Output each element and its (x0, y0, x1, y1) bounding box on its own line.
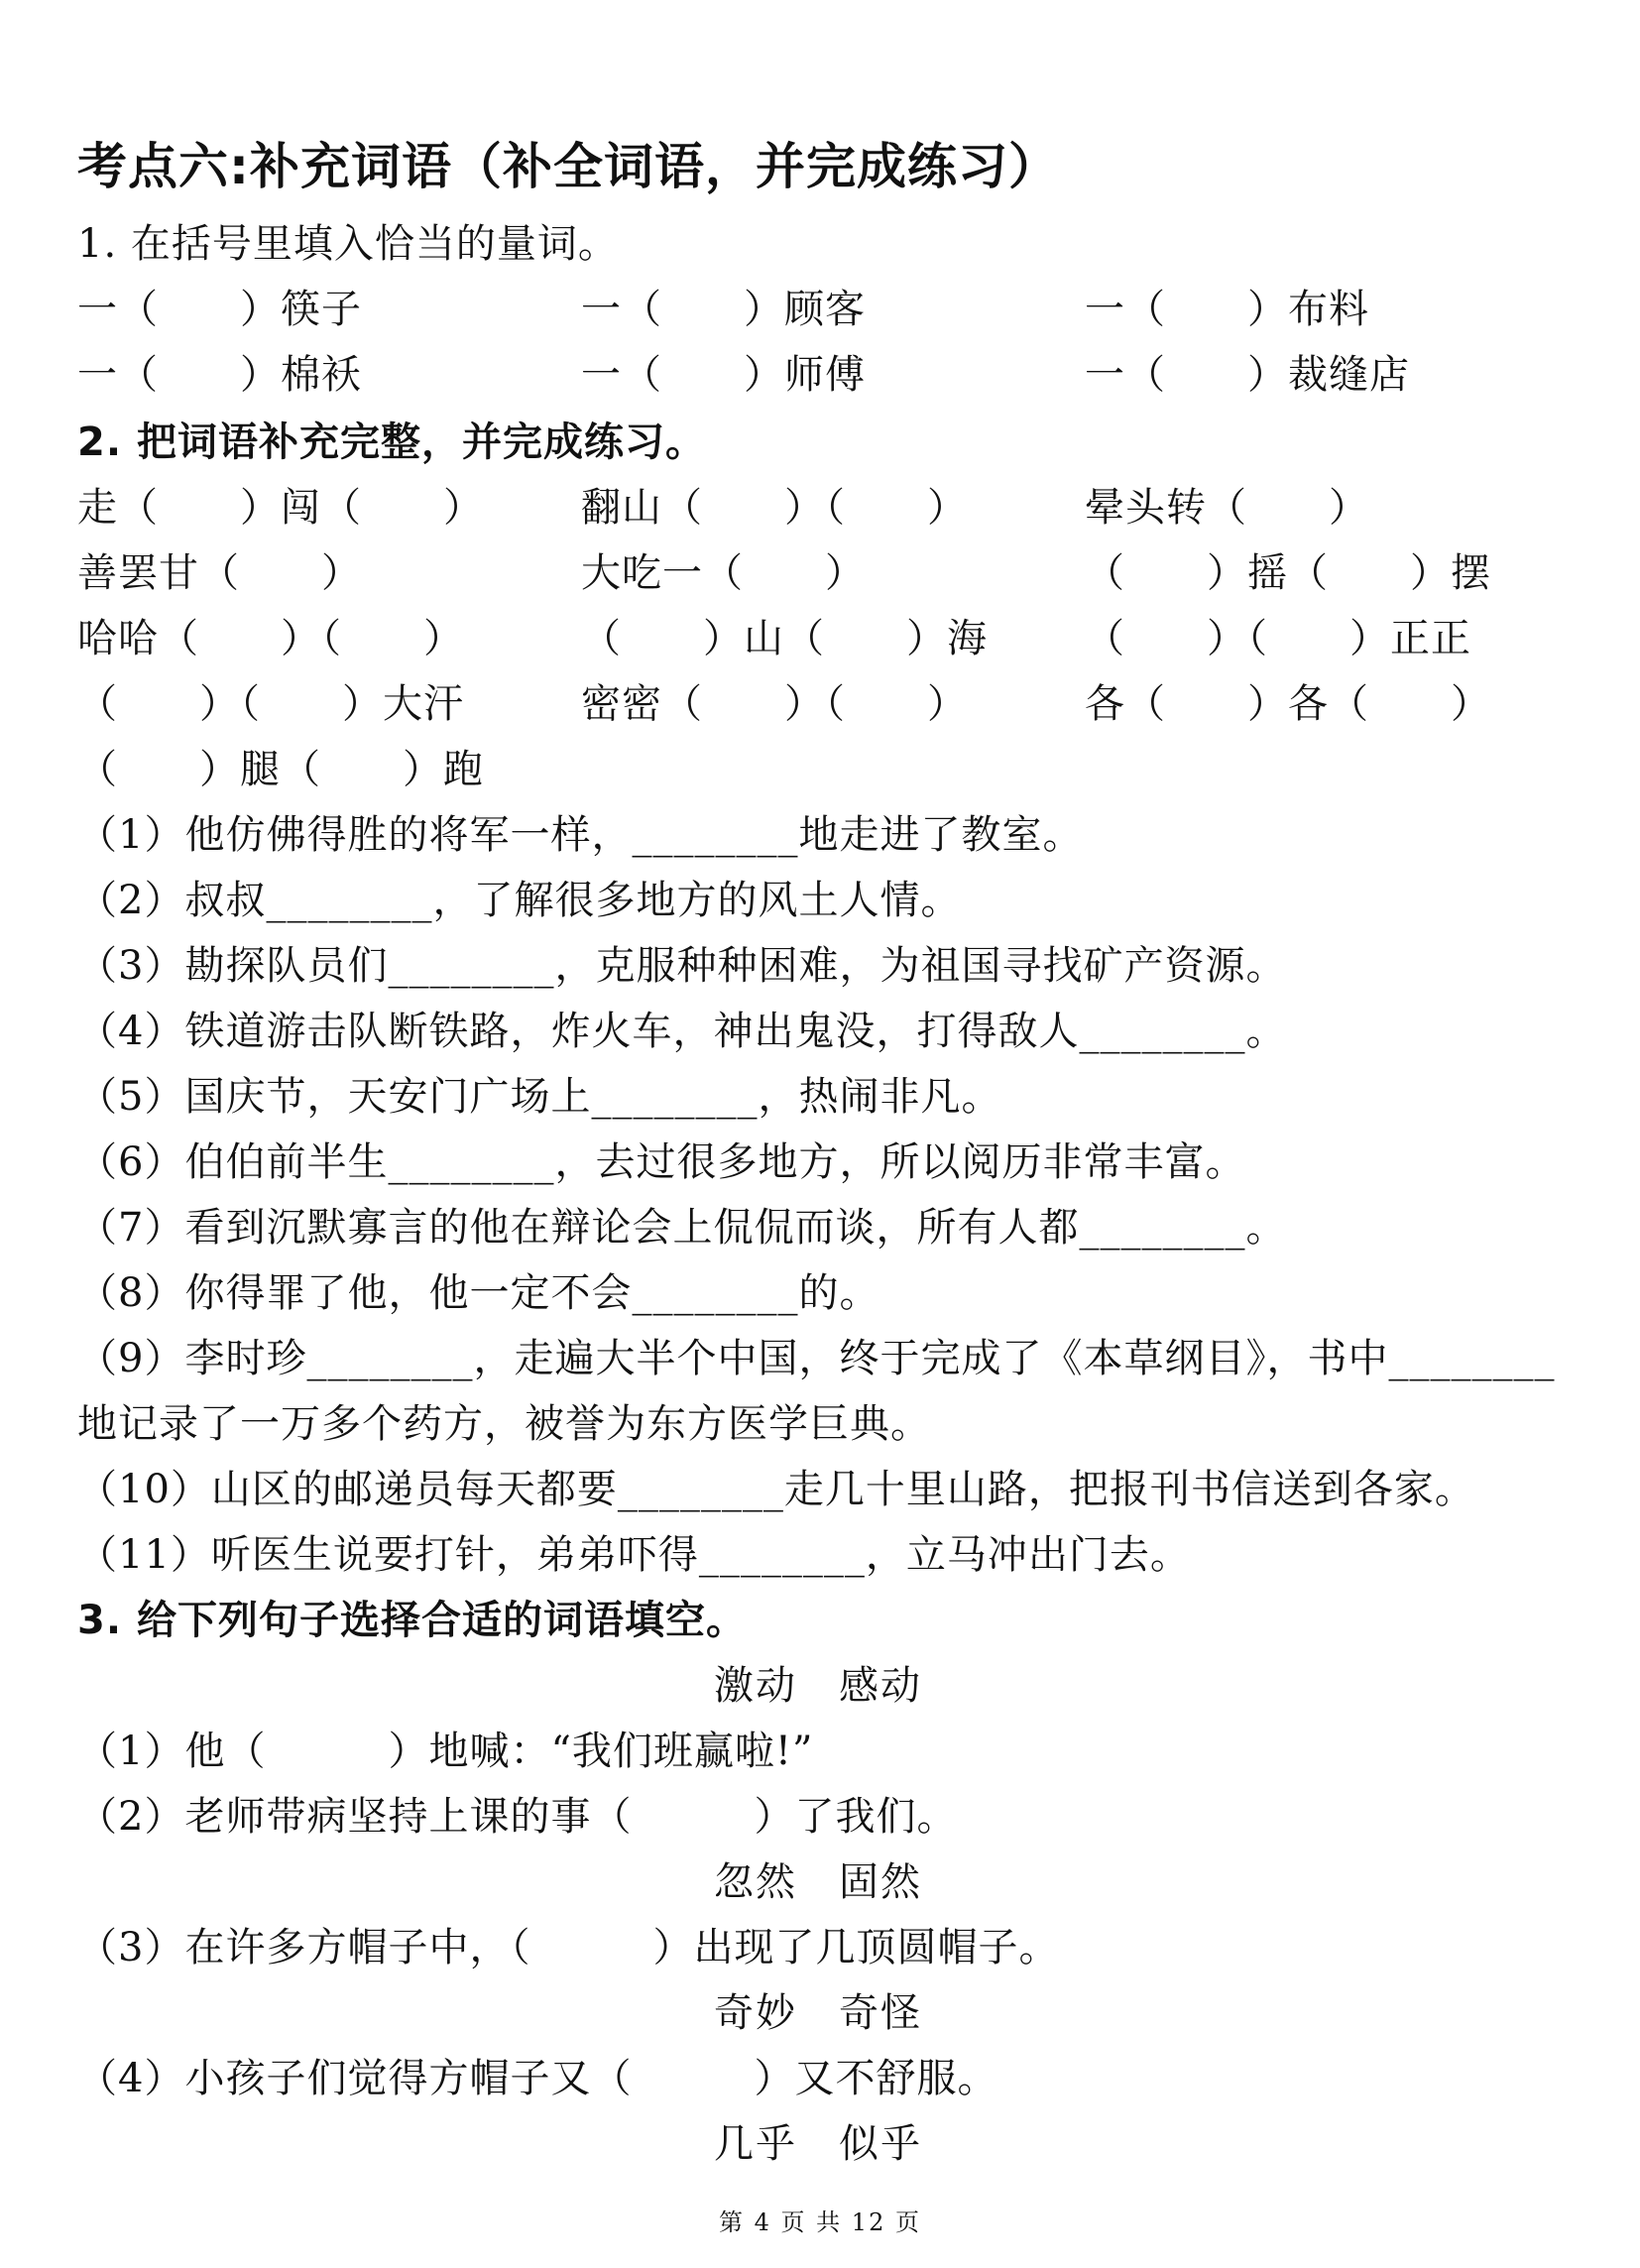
q1-item: 一（ ）布料 (1085, 287, 1369, 332)
q2-sentence: （7）看到沉默寡言的他在辩论会上侃侃而谈，所有人都________。 (77, 1205, 1287, 1251)
q2-heading: 2. 把词语补充完整，并完成练习。 (77, 419, 706, 465)
q2-sentence: （11）听医生说要打针，弟弟吓得________，立马冲出门去。 (77, 1532, 1191, 1578)
q2-word: 哈哈（ ）（ ） (77, 616, 464, 661)
q2-sentence: （8）你得罪了他，他一定不会________的。 (77, 1270, 880, 1316)
q1-item: 一（ ）裁缝店 (1085, 352, 1410, 398)
q3-sentence: （1）他（ ）地喊：“我们班赢啦!” (77, 1729, 814, 1774)
q2-word: 密密（ ）（ ） (581, 681, 968, 727)
q2-sentence: （4）铁道游击队断铁路，炸火车，神出鬼没，打得敌人________。 (77, 1009, 1287, 1054)
q2-word: （ ）摇（ ）摆 (1085, 550, 1491, 596)
q2-word: （ ）（ ）正正 (1085, 616, 1471, 661)
q2-sentence: （9）李时珍________，走遍大半个中国，终于完成了《本草纲目》，书中________ (77, 1336, 1556, 1381)
q2-sentence: （5）国庆节，天安门广场上________，热闹非凡。 (77, 1074, 1002, 1120)
q1-heading: 1. 在括号里填入恰当的量词。 (77, 221, 619, 267)
q2-sentence: （3）勘探队员们________，克服种种困难，为祖国寻找矿产资源。 (77, 943, 1287, 989)
q2-word: 晕头转（ ） (1085, 485, 1369, 531)
word-options: 奇妙 奇怪 (714, 1990, 922, 2036)
q2-sentence: 地记录了一万多个药方，被誉为东方医学巨典。 (77, 1401, 931, 1447)
page-footer: 第 4 页 共 12 页 (719, 2208, 921, 2236)
section-title: 考点六:补充词语（补全词语，并完成练习） (77, 138, 1059, 195)
q1-item: 一（ ）筷子 (77, 287, 362, 332)
q3-sentence: （2）老师带病坚持上课的事（ ）了我们。 (77, 1794, 958, 1840)
q3-heading: 3. 给下列句子选择合适的词语填空。 (77, 1598, 747, 1643)
q3-sentence: （3）在许多方帽子中，（ ）出现了几顶圆帽子。 (77, 1925, 1060, 1970)
q2-sentence: （10）山区的邮递员每天都要________走几十里山路，把报刊书信送到各家。 (77, 1467, 1475, 1512)
q3-sentence: （4）小孩子们觉得方帽子又（ ）又不舒服。 (77, 2056, 998, 2101)
word-options: 忽然 固然 (714, 1859, 922, 1905)
q2-word: （ ）山（ ）海 (581, 616, 988, 661)
q2-word: 大吃一（ ） (581, 550, 866, 596)
q2-word: 善罢甘（ ） (77, 550, 362, 596)
word-options: 激动 感动 (714, 1663, 922, 1709)
q2-word: （ ）（ ）大汗 (77, 681, 464, 727)
q2-sentence: （1）他仿佛得胜的将军一样，________地走进了教室。 (77, 812, 1084, 858)
q2-word: （ ）腿（ ）跑 (77, 747, 484, 792)
q2-word: 翻山（ ）（ ） (581, 485, 968, 531)
q1-item: 一（ ）顾客 (581, 287, 866, 332)
q1-item: 一（ ）师傅 (581, 352, 866, 398)
word-options: 几乎 似乎 (714, 2121, 922, 2167)
q2-sentence: （2）叔叔________，了解很多地方的风土人情。 (77, 878, 962, 923)
q2-word: 各（ ）各（ ） (1085, 681, 1491, 727)
q1-item: 一（ ）棉袄 (77, 352, 362, 398)
q2-word: 走（ ）闯（ ） (77, 485, 484, 531)
q2-sentence: （6）伯伯前半生________，去过很多地方，所以阅历非常丰富。 (77, 1139, 1246, 1185)
